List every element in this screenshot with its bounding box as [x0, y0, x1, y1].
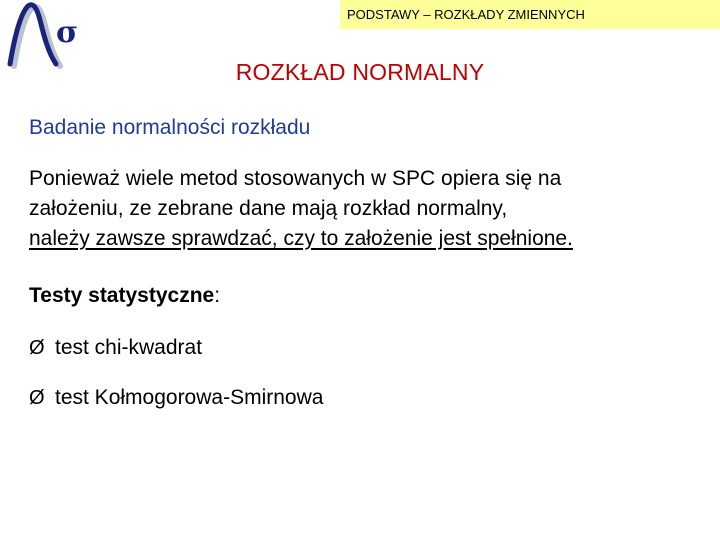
list-item	[29, 383, 323, 413]
svg-text:σ: σ	[56, 15, 79, 50]
list-item	[29, 333, 202, 363]
paragraph-line-1: Ponieważ wiele metod stosowanych w SPC opiera się na	[29, 167, 562, 190]
list-item-text: test chi-kwadrat	[55, 336, 203, 359]
header-banner	[340, 0, 720, 29]
slide-title: ROZKŁAD NORMALNY	[235, 59, 485, 85]
paragraph-line-3: należy zawsze sprawdzać, czy to założenie jest spełnione.	[29, 227, 573, 250]
tests-heading-suffix: :	[214, 284, 221, 307]
arrow-bullet-icon: Ø	[29, 387, 45, 409]
tests-heading	[29, 281, 220, 311]
arrow-bullet-icon: Ø	[29, 337, 45, 359]
intro-paragraph	[29, 164, 709, 254]
header-text: PODSTAWY – ROZKŁADY ZMIENNYCH	[347, 7, 585, 22]
list-item-text: test Kołmogorowa-Smirnowa	[55, 386, 324, 409]
slide-subtitle: Badanie normalności rozkładu	[29, 116, 311, 139]
paragraph-line-2: założeniu, ze zebrane dane mają rozkład normalny,	[29, 197, 508, 220]
tests-heading-label: Testy statystyczne	[29, 284, 215, 307]
